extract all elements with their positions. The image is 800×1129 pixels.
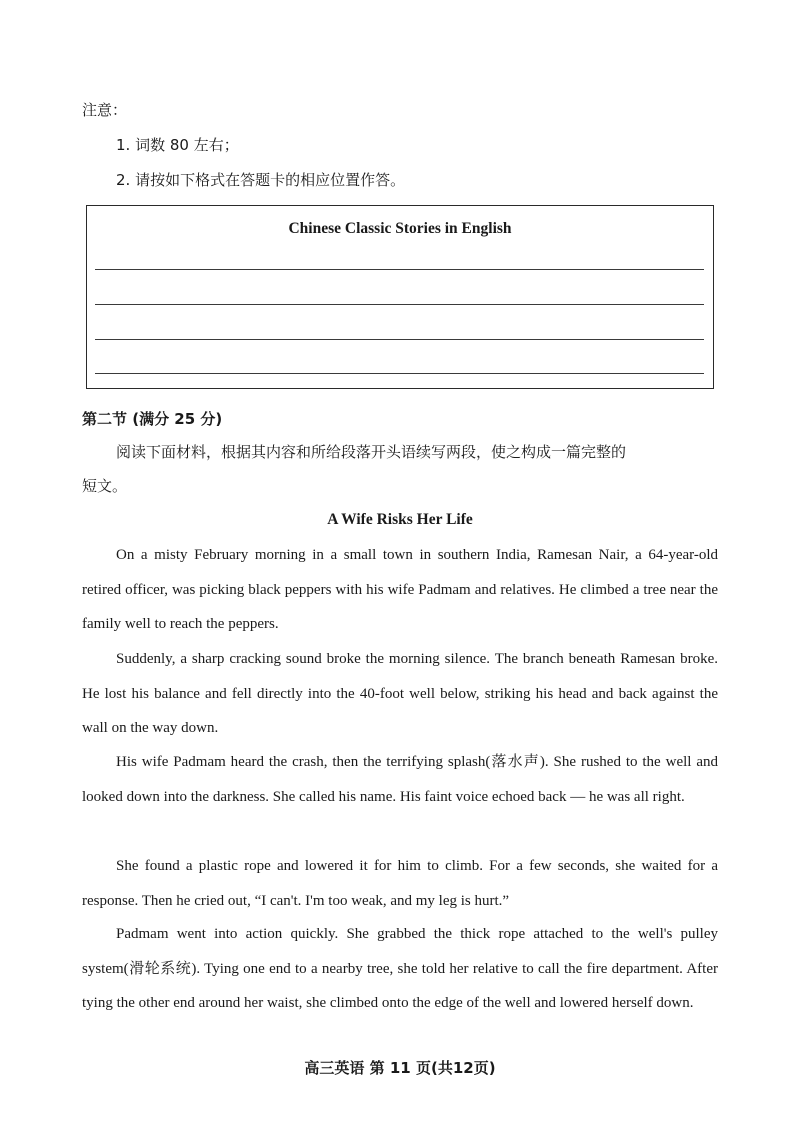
story-paragraph: His wife Padmam heard the crash, then the terrifying splash(落水声). She rushed to the well and looked down into the darkness. She called his name. His faint voice echoed back — he was all right. bbox=[82, 754, 718, 805]
section-title: 第二节 (满分 25 分) bbox=[82, 410, 223, 428]
story-paragraph: She found a plastic rope and lowered it for him to climb. For a few seconds, she waited for a response. Then he cried out, “I can't. I'm too weak, and my leg is hurt.” bbox=[82, 858, 718, 909]
answer-box-title: Chinese Classic Stories in English bbox=[288, 220, 512, 237]
section-instruction-line-2: 短文。 bbox=[82, 477, 128, 495]
writing-line bbox=[95, 269, 704, 270]
notes-item-format: 2. 请按如下格式在答题卡的相应位置作答。 bbox=[116, 171, 406, 189]
story-title: A Wife Risks Her Life bbox=[327, 511, 473, 528]
story-paragraph: On a misty February morning in a small town in southern India, Ramesan Nair, a 64-year-old retired officer, was picking black peppers with his wife Padmam and relatives. He climbed a tree near the family well to reach the peppers. bbox=[82, 547, 718, 632]
writing-line bbox=[95, 304, 704, 305]
notes-title: 注意： bbox=[82, 101, 128, 119]
writing-line bbox=[95, 339, 704, 340]
page-footer: 高三英语 第 11 页(共12页) bbox=[304, 1059, 496, 1077]
notes-item-word-count: 1. 词数 80 左右； bbox=[116, 136, 239, 154]
answer-box bbox=[86, 205, 714, 389]
section-instruction-line-1: 阅读下面材料，根据其内容和所给段落开头语续写两段，使之构成一篇完整的 bbox=[116, 443, 627, 461]
writing-line bbox=[95, 373, 704, 374]
story-paragraph: Suddenly, a sharp cracking sound broke the morning silence. The branch beneath Ramesan broke. He lost his balance and fell directly into the 40-foot well below, striking his head and back against the wall on the way down. bbox=[82, 651, 718, 736]
story-paragraph: Padmam went into action quickly. She grabbed the thick rope attached to the well's pulley system(滑轮系统). Tying one end to a nearby tree, she told her relative to call the fire department. After tying the other end around her waist, she climbed onto the edge of the well and lowered herself down. bbox=[82, 926, 718, 1011]
